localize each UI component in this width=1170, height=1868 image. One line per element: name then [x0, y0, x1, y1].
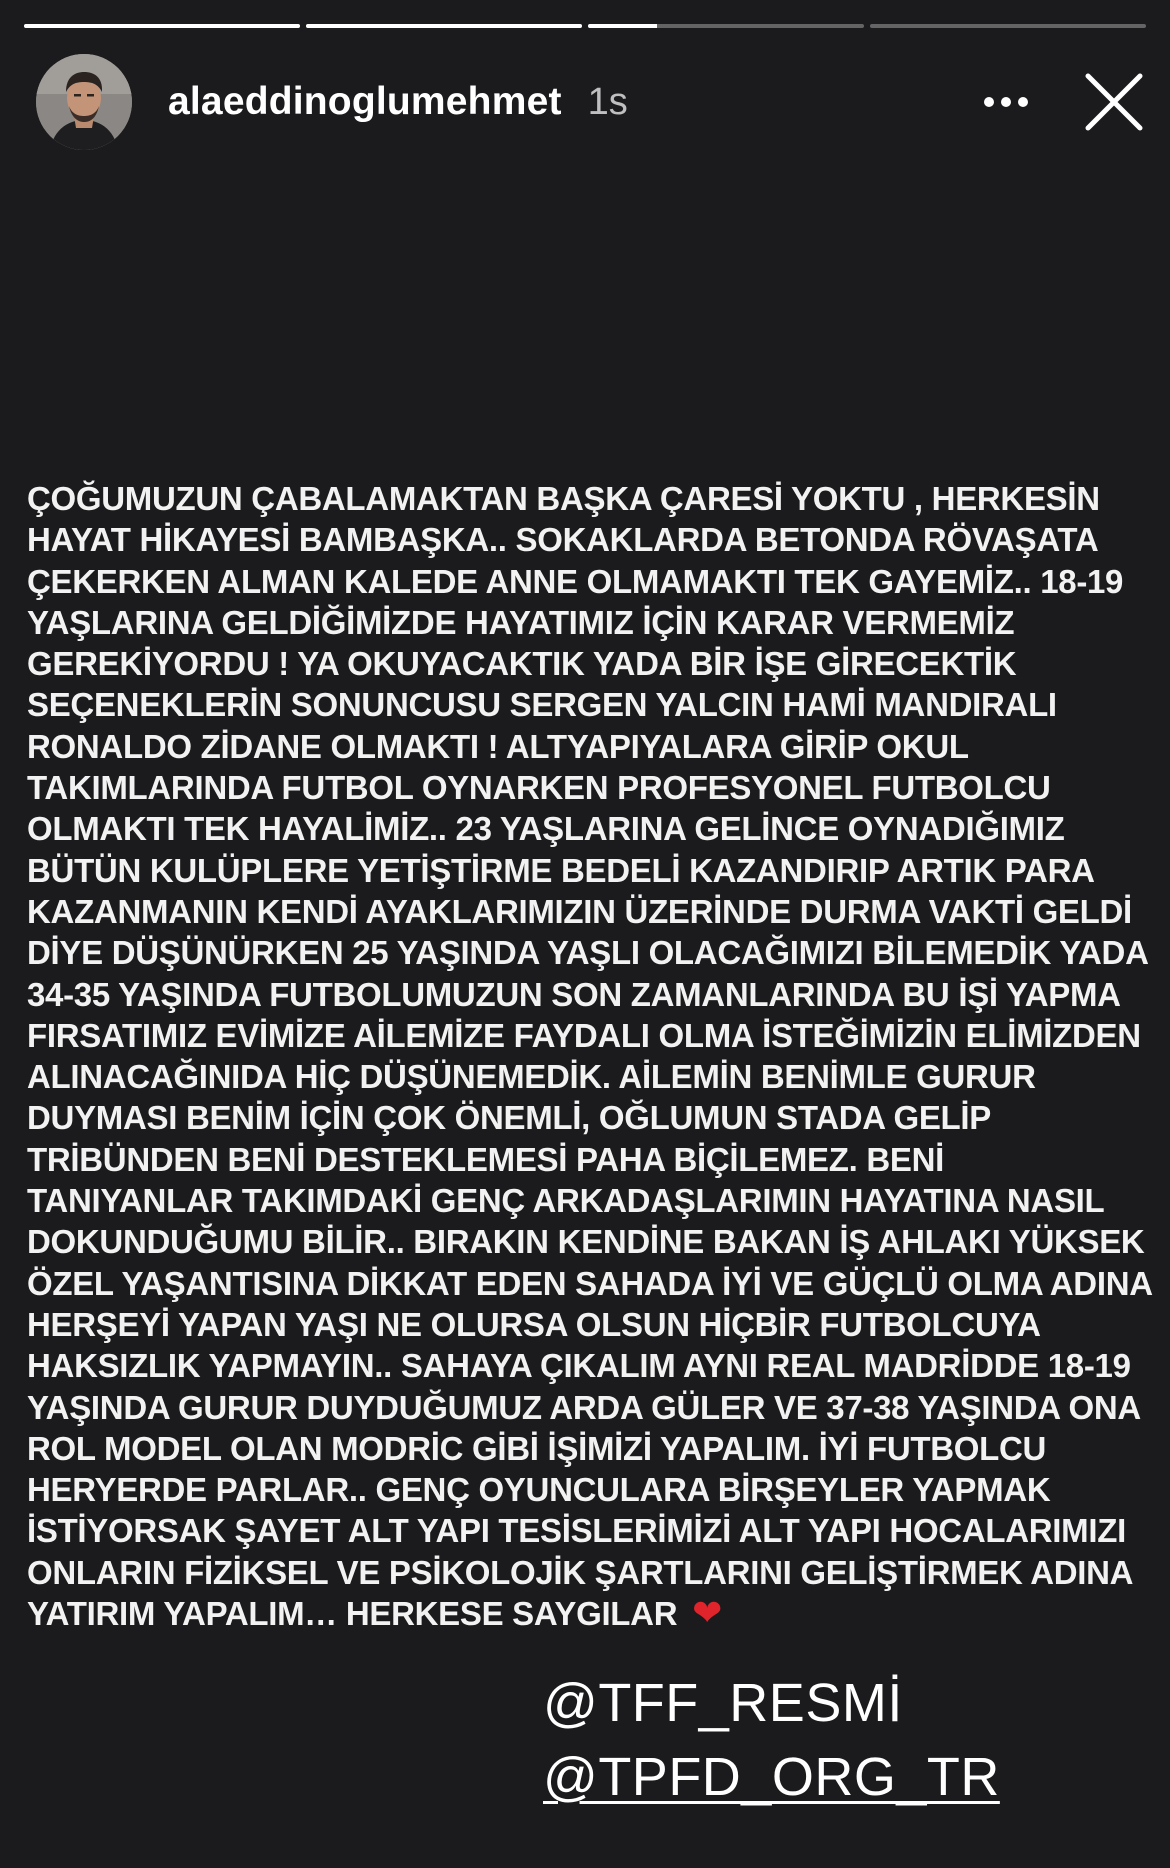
avatar[interactable] — [36, 54, 132, 150]
story-header — [36, 54, 1146, 150]
mentions — [543, 1666, 1143, 1814]
close-button[interactable] — [1082, 70, 1146, 134]
close-icon — [1084, 72, 1144, 132]
story-text — [27, 478, 1152, 1634]
story-progress-segment-2 — [306, 24, 582, 28]
more-options-button[interactable] — [974, 70, 1038, 134]
story-progress-segment-3 — [588, 24, 864, 28]
story-progress-bar — [24, 24, 1146, 28]
mention-tff-resmi[interactable]: @TFF_RESMİ — [543, 1673, 903, 1733]
story-progress-segment-1 — [24, 24, 300, 28]
story-timestamp: 1s — [587, 80, 628, 123]
story-progress-segment-4 — [870, 24, 1146, 28]
username[interactable]: alaeddinoglumehmet — [168, 80, 562, 123]
more-horizontal-icon — [983, 96, 1029, 108]
mention-tpfd-org-tr[interactable]: @TPFD_ORG_TR — [543, 1747, 1000, 1807]
profile-photo — [36, 54, 132, 150]
heart-emoji: ❤ — [692, 1593, 722, 1635]
story-message: ÇOĞUMUZUN ÇABALAMAKTAN BAŞKA ÇARESİ YOKTU , HERKESİN HAYAT HİKAYESİ BAMBAŞKA.. SOKAKLARDA BETONDA RÖVAŞATA ÇEKERKEN ALMAN KALEDE ANNE OLMAMAKTI TEK GAYEMİZ.. 18-19 YAŞLARINA GELDİĞİMİZDE HAYATIMIZ İÇİN KARAR VERMEMİZ GEREKİYORDU ! YA OKUYACAKTIK YADA BİR İŞE GİRECEKTİK SEÇENEKLERİN SONUNCUSU SERGEN YALCIN HAMİ MANDIRALI RONALDO ZİDANE OLMAKTI ! ALTYAPIYALARA GİRİP OKUL TAKIMLARINDA FUTBOL OYNARKEN PROFESYONEL FUTBOLCU OLMAKTI TEK HAYALİMİZ.. 23 YAŞLARINA GELİNCE OYNADIĞIMIZ BÜTÜN KULÜPLERE YETİŞTİRME BEDELİ KAZANDIRIP ARTIK PARA KAZANMANIN KENDİ AYAKLARIMIZIN ÜZERİNDE DURMA VAKTİ GELDİ DİYE DÜŞÜNÜRKEN 25 YAŞINDA YAŞLI OLACAĞIMIZI BİLEMEDİK YADA 34-35 YAŞINDA FUTBOLUMUZUN SON ZAMANLARINDA BU İŞİ YAPMA FIRSATIMIZ EVİMİZE AİLEMİZE FAYDALI OLMA İSTEĞİMİZİN ELİMİZDEN ALINACAĞINIDA HİÇ DÜŞÜNEMEDİK. AİLEMİN BENİMLE GURUR DUYMASI BENİM İÇİN ÇOK ÖNEMLİ, OĞLUMUN STADA GELİP TRİBÜNDEN BENİ DESTEKLEMESİ PAHA BİÇİLEMEZ. BENİ TANIYANLAR TAKIMDAKİ GENÇ ARKADAŞLARIMIN HAYATINA NASIL DOKUNDUĞUMU BİLİR.. BIRAKIN KENDİNE BAKAN İŞ AHLAKI YÜKSEK ÖZEL YAŞANTISINA DİKKAT EDEN SAHADA İYİ VE GÜÇLÜ OLMA ADINA HERŞEYİ YAPAN YAŞI NE OLURSA OLSUN HİÇBİR FUTBOLCUYA HAKSIZLIK YAPMAYIN.. SAHAYA ÇIKALIM AYNI REAL MADRİDDE 18-19 YAŞINDA GURUR DUYDUĞUMUZ ARDA GÜLER VE 37-38 YAŞINDA ONA ROL MODEL OLAN MODRİC GİBİ İŞİMİZİ YAPALIM. İYİ FUTBOLCU HERYERDE PARLAR.. GENÇ OYUNCULARA BİRŞEYLER YAPMAK İSTİYORSAK ŞAYET ALT YAPI TESİSLERİMİZİ ALT YAPI HOCALARIMIZI ONLARIN FİZİKSEL VE PSİKOLOJİK ŞARTLARINI GELİŞTİRMEK ADINA YATIRIM YAPALIM… HERKESE SAYGILAR — [27, 480, 1152, 1633]
